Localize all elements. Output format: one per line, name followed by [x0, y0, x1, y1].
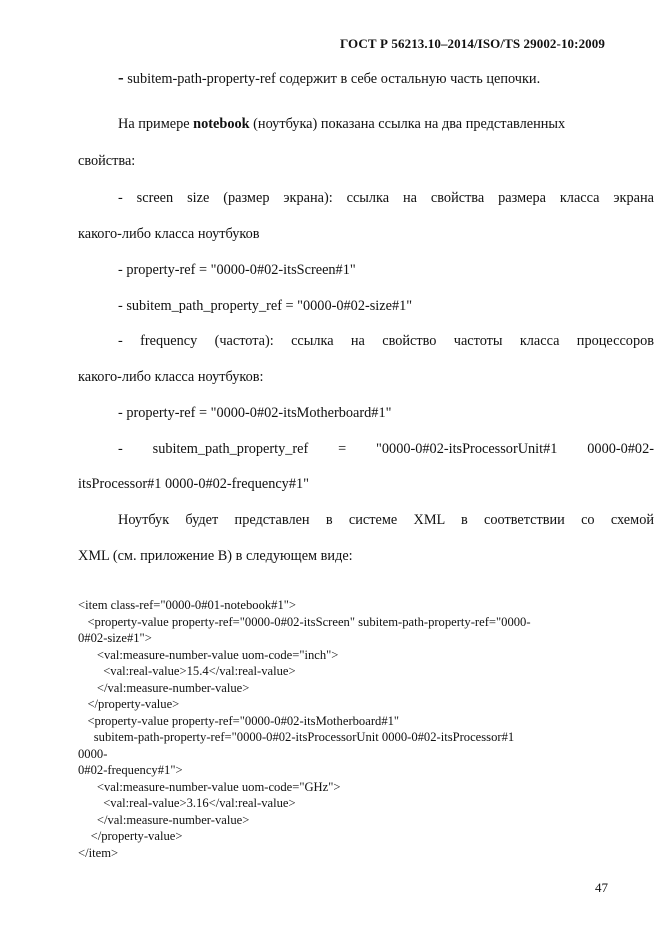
- code-line: </property-value>: [78, 697, 180, 711]
- code-line: <property-value property-ref="0000-0#02-itsScreen" subitem-path-property-ref="0000-: [78, 614, 531, 629]
- paragraph-subitem-path-frequency: - subitem_path_property_ref = "0000-0#02-itsProcessorUnit#1 0000-0#02-: [118, 441, 654, 457]
- paragraph-continuation: какого-либо класса ноутбуков: [78, 226, 260, 242]
- code-line: <property-value property-ref="0000-0#02-itsMotherboard#1": [78, 713, 400, 728]
- paragraph-continuation: свойства:: [78, 153, 136, 169]
- paragraph-continuation: itsProcessor#1 0000-0#02-frequency#1": [78, 476, 309, 492]
- xml-code-block: [78, 597, 618, 861]
- code-line: </val:measure-number-value>: [78, 680, 250, 695]
- code-line: </property-value>: [78, 829, 183, 843]
- list-dash: -: [118, 68, 124, 87]
- paragraph-frequency: - frequency (частота): ссылка на свойство частоты класса процессоров: [118, 333, 654, 349]
- code-line: <val:real-value>15.4</val:real-value>: [78, 664, 296, 678]
- paragraph-property-ref-screen: - property-ref = "0000-0#02-itsScreen#1": [118, 262, 356, 278]
- code-line: </val:measure-number-value>: [78, 812, 250, 827]
- text-run: (ноутбука) показана ссылка на два представленных: [249, 116, 566, 132]
- paragraph-continuation: XML (см. приложение B) в следующем виде:: [78, 548, 353, 564]
- code-line: subitem-path-property-ref="0000-0#02-itsProcessorUnit 0000-0#02-itsProcessor#1: [78, 730, 515, 744]
- code-line: <val:real-value>3.16</val:real-value>: [78, 796, 296, 810]
- paragraph-notebook-example: [78, 116, 654, 133]
- paragraph-screen-size: - screen size (размер экрана): ссылка на свойства размера класса экрана: [118, 190, 654, 206]
- paragraph-subitem-path-size: - subitem_path_property_ref = "0000-0#02-size#1": [118, 298, 413, 314]
- code-line: 0#02-size#1">: [78, 631, 152, 645]
- page-number: 47: [595, 880, 608, 895]
- paragraph-xml-intro: Ноутбук будет представлен в системе XML в соответствии со схемой: [118, 512, 654, 528]
- document-header: ГОСТ Р 56213.10–2014/ISO/TS 29002-10:2009: [339, 36, 605, 51]
- code-line: <val:measure-number-value uom-code="GHz">: [78, 779, 341, 794]
- code-line: <item class-ref="0000-0#01-notebook#1">: [78, 598, 296, 612]
- paragraph-subitem: [78, 68, 654, 88]
- paragraph-continuation: какого-либо класса ноутбуков:: [78, 369, 264, 385]
- code-line: 0000-: [78, 746, 108, 761]
- paragraph-text: subitem-path-property-ref содержит в себе остальную часть цепочки.: [123, 71, 541, 87]
- paragraph-property-ref-motherboard: - property-ref = "0000-0#02-itsMotherboard#1": [118, 405, 392, 421]
- text-run: На примере: [118, 116, 194, 132]
- code-line: <val:measure-number-value uom-code="inch">: [78, 647, 339, 662]
- code-line: </item>: [78, 845, 119, 860]
- code-line: 0#02-frequency#1">: [78, 763, 183, 777]
- notebook-term: notebook: [193, 116, 250, 132]
